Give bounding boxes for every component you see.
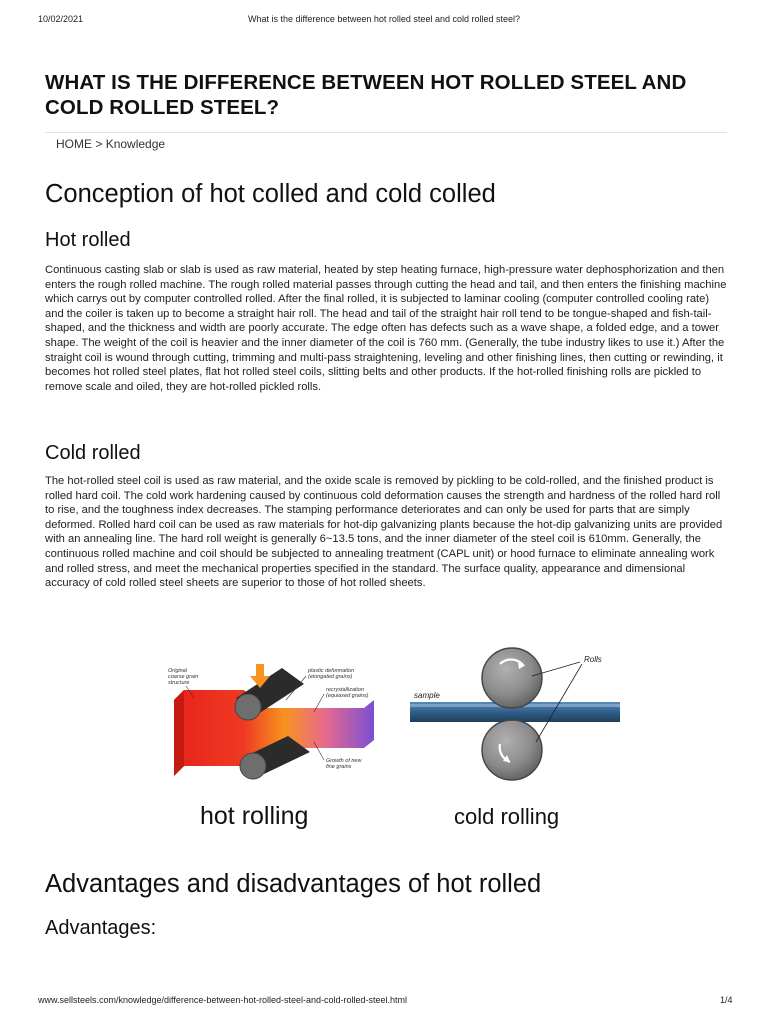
- page-title: WHAT IS THE DIFFERENCE BETWEEN HOT ROLLED STEEL AND COLD ROLLED STEEL?: [45, 71, 687, 119]
- paragraph-hot-rolled: Continuous casting slab or slab is used as raw material, heated by step heating furnace, high-pressure water dephosphorization and then enters the rough rolled machine. The rough rolled material passes through cutting the head and tail, and then enters the finishing machine which carrys out by computer controlled rolled. After the final rolled, it is subjected to laminar cooling (computer controlled cooling rate) and the coiler is taken up to become a straight hair roll. The head and tail of the straight hair roll tend to be tongue-shaped and fish-tail-shaped, and the thickness and width are poorly accurate. The edge often has defects such as a wave shape, a folded edge, and a tower shape. The weight of the coil is heavier and the inner diameter of the coil is 760 mm. (Generally, the tube industry likes to use it.) After the straight coil is wound through cutting, trimming and multi-pass straightening, leveling and other finishing lines, then cutting or rewinding, it becomes hot rolled steel plates, flat hot rolled steel coils, slitting belts and other products. If the hot-rolled finishing rolls are pickled to remove scale and oiled, they are hot-rolled pickled rolls.: [45, 264, 727, 393]
- cold-rolling-label: cold rolling: [454, 804, 560, 829]
- hot-slab-side: [174, 690, 184, 776]
- annotation-original-1: Original: [168, 668, 187, 674]
- annotation-plastic-2: (elongated grains): [308, 674, 353, 680]
- cold-top-roll: [482, 648, 542, 708]
- subheading-hot-rolled: Hot rolled: [45, 229, 131, 251]
- annotation-growth-2: fine grains: [326, 764, 352, 770]
- rolling-comparison-figure: [164, 640, 634, 840]
- cold-sample-annotation: sample: [414, 691, 440, 700]
- breadcrumb: [56, 137, 165, 151]
- cold-rolls-annotation: Rolls: [584, 655, 602, 664]
- annotation-plastic-1: plastic deformation: [308, 668, 355, 674]
- paragraph-cold-rolled: The hot-rolled steel coil is used as raw material, and the oxide scale is removed by pickling to be cold-rolled, and the finished product is rolled hard coil. The cold work hardening caused by continuous cold deformation causes the strength and hardness of the rolled hard roll to rise, and the toughness index decreases. The stamping performance deteriorates and can only be used for parts that are simply deformed. Rolled hard coil can be used as raw materials for hot-dip galvanizing plants because the hot-dip galvanizing units are provided with an annealing line. The hard roll weight is generally 6~13.5 tons, and the inner diameter of the steel coil is 610mm. Generally, the continuous rolled machine and coil should be subjected to annealing treatment (CAPL unit) or hood furnace to eliminate annealing work and rolled stress, and meet the mechanical properties specified in the standard. The surface quality, appearance and dimensional accuracy of cold rolled steel sheets are superior to those of hot rolled sheets.: [45, 475, 723, 590]
- print-page-title: What is the difference between hot rolled steel and cold rolled steel?: [248, 14, 520, 24]
- rolling-diagram-svg: [164, 640, 634, 840]
- annotation-growth-1: Growth of new: [326, 758, 362, 764]
- annotation-original-3: structure: [168, 680, 190, 686]
- subheading-cold-rolled: Cold rolled: [45, 442, 141, 464]
- title-divider: [45, 132, 727, 133]
- annotation-recrystal-1: recrystallization: [326, 687, 364, 693]
- breadcrumb-knowledge-link[interactable]: Knowledge: [105, 137, 166, 151]
- section-heading-advantages-disadvantages: Advantages and disadvantages of hot rolled: [45, 870, 542, 898]
- cold-rolling-diagram: [410, 648, 620, 829]
- annotation-recrystal-2: (equiaxed grains): [326, 693, 369, 699]
- section-heading-conception: Conception of hot colled and cold colled: [45, 180, 496, 208]
- print-header: [0, 0, 768, 24]
- annotation-original-2: coarse grain: [168, 674, 199, 680]
- print-url: www.sellsteels.com/knowledge/difference-between-hot-rolled-steel-and-cold-rolled-steel.html: [38, 995, 408, 1005]
- breadcrumb-home-link[interactable]: HOME: [56, 137, 92, 151]
- hot-rolling-label: hot rolling: [200, 802, 309, 830]
- print-page-number: 1/4: [720, 995, 733, 1005]
- hot-rolling-diagram: [168, 664, 374, 830]
- subheading-advantages: Advantages:: [45, 917, 157, 939]
- cold-bottom-roll: [482, 720, 542, 780]
- print-date: 10/02/2021: [38, 14, 84, 24]
- breadcrumb-separator: >: [95, 137, 103, 151]
